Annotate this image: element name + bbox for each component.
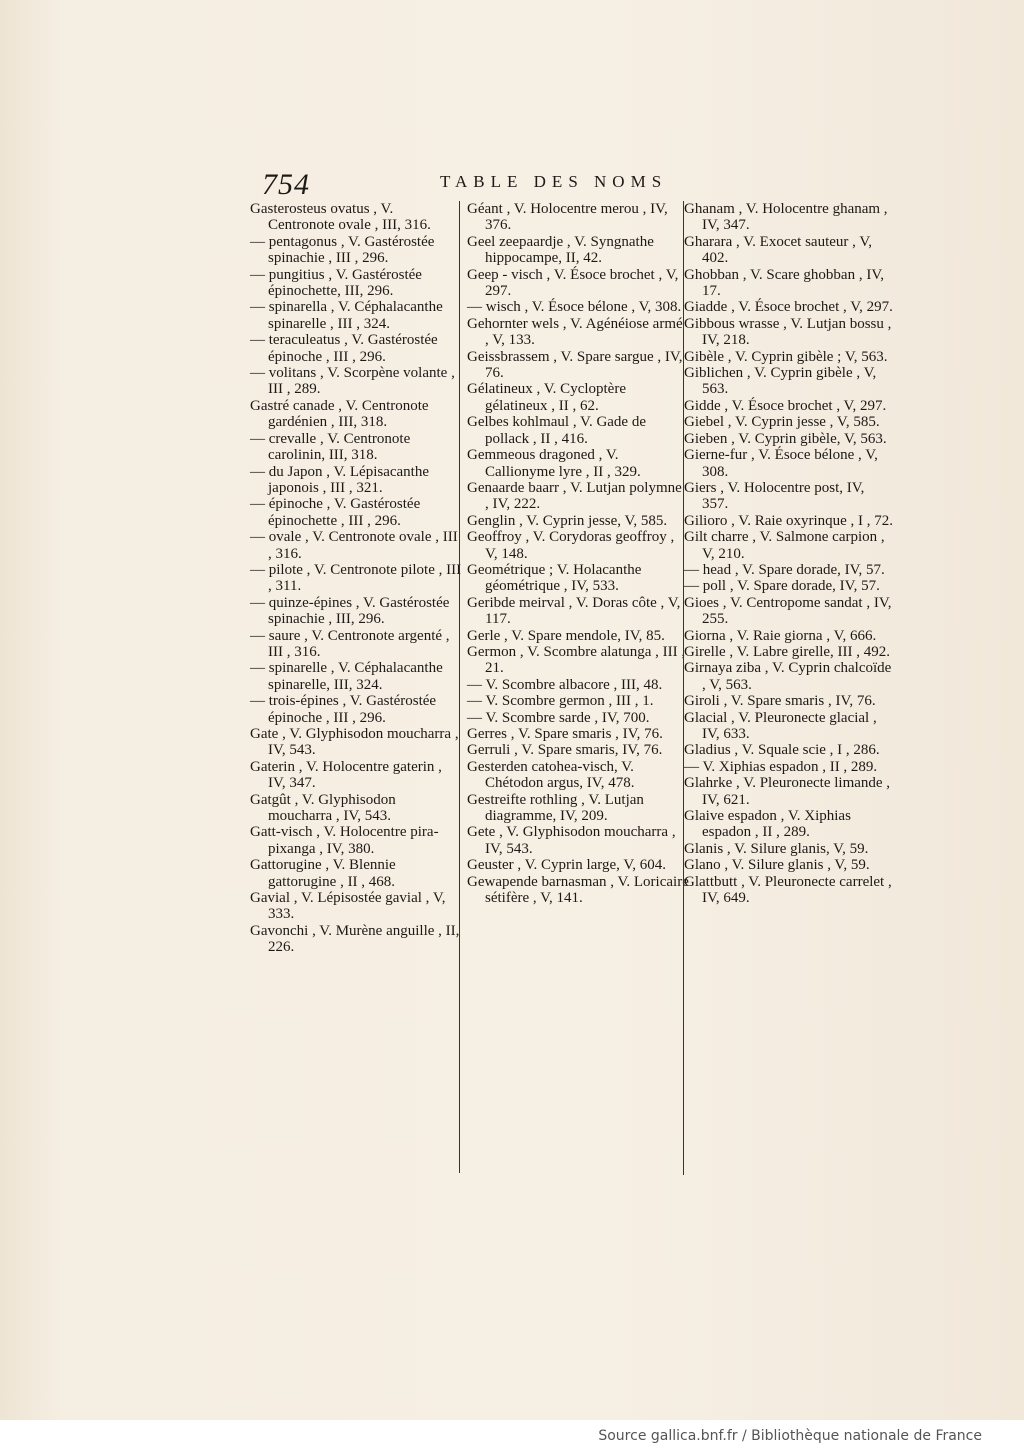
index-entry: Gerruli , V. Spare smaris, IV, 76. (467, 742, 663, 759)
index-entry: Gattorugine , V. Blennie gattorugine , II , 468. (250, 857, 396, 890)
index-entry: Giers , V. Holocentre post, IV, 357. (684, 479, 865, 513)
index-entry: Geoffroy , V. Corydoras geoffroy , V, 148. (467, 529, 675, 562)
index-entry: — poll , V. Spare dorade, IV, 57. (684, 578, 880, 595)
index-entry: Gewapende barnasman , V. Loricaire sétifère , V, 141. (467, 873, 689, 907)
index-entry: — head , V. Spare dorade, IV, 57. (684, 561, 885, 578)
index-entry: — pentagonus , V. Gastérostée spinachie , III , 296. (250, 233, 435, 267)
index-entry: — du Japon , V. Lépisacanthe japonois , III , 321. (250, 463, 429, 496)
index-entry: Girnaya ziba , V. Cyprin chalcoïde , V, 563. (684, 660, 892, 693)
index-entry: Géant , V. Holocentre merou , IV, 376. (467, 201, 668, 234)
index-entry: Geuster , V. Cyprin large, V, 604. (467, 857, 667, 874)
index-entry: Glattbutt , V. Pleuronecte carrelet , IV, 649. (684, 873, 892, 907)
index-entry: — crevalle , V. Centronote carolinin, III, 318. (250, 430, 411, 464)
index-entry: Gilioro , V. Raie oxyrinque , I , 72. (684, 512, 894, 529)
index-entry: — saure , V. Centronote argenté , III , 316. (250, 627, 450, 660)
index-entry: Girelle , V. Labre girelle, III , 492. (684, 643, 891, 660)
index-entry: Gatt-visch , V. Holocentre pira-pixanga , IV, 380. (250, 824, 439, 857)
index-entry: Gieben , V. Cyprin gibèle, V, 563. (684, 430, 887, 447)
index-entry: — volitans , V. Scorpène volante , III , 289. (250, 365, 455, 398)
index-entry: Gavial , V. Lépisostée gavial , V, 333. (250, 890, 446, 923)
index-entry: Gharara , V. Exocet sauteur , V, 402. (684, 233, 873, 267)
index-entry: Germon , V. Scombre alatunga , III , 21. (467, 643, 686, 677)
running-title: TABLE DES NOMS (440, 172, 668, 191)
index-entry: Gladius , V. Squale scie , I , 286. (684, 742, 880, 759)
index-entry: — teraculeatus , V. Gastérostée épinoche , III , 296. (250, 332, 438, 365)
index-column-3 (684, 201, 894, 906)
index-column-1 (250, 201, 462, 956)
index-entry: Gehornter wels , V. Agénéiose armé , V, 133. (467, 315, 683, 349)
index-entry: Geissbrassem , V. Spare sargue , IV, 76. (467, 348, 683, 382)
index-entry: — trois-épines , V. Gastérostée épinoche , III , 296. (250, 693, 437, 726)
index-entry: — pilote , V. Centronote pilote , III , 311. (250, 561, 462, 595)
index-entry: Gilt charre , V. Salmone carpion , V, 210. (684, 529, 885, 562)
column-divider (459, 201, 460, 1173)
index-entry: Glaive espadon , V. Xiphias espadon , II , 289. (684, 808, 851, 841)
index-entry: Gélatineux , V. Cycloptère gélatineux , II , 62. (467, 381, 626, 414)
index-entry: Glacial , V. Pleuronecte glacial , IV, 633. (684, 709, 877, 742)
index-entry: — quinze-épines , V. Gastérostée spinachie , III, 296. (250, 594, 450, 628)
index-entry: Geel zeepaardje , V. Syngnathe hippocampe, II, 42. (467, 233, 654, 267)
source-footer (0, 1420, 1024, 1453)
index-entry: — V. Xiphias espadon , II , 289. (684, 758, 878, 775)
index-entry: Glanis , V. Silure glanis, V, 59. (684, 840, 869, 857)
index-entry: — V. Scombre albacore , III, 48. (467, 676, 663, 693)
index-entry: Gibèle , V. Cyprin gibèle ; V, 563. (684, 348, 888, 365)
index-entry: — spinarelle , V. Céphalacanthe spinarelle, III, 324. (250, 660, 443, 693)
index-entry: Giblichen , V. Cyprin gibèle , V, 563. (684, 365, 877, 398)
index-entry: Gestreifte rothling , V. Lutjan diagramme, IV, 209. (467, 791, 644, 825)
index-entry: — V. Scombre sarde , IV, 700. (467, 709, 650, 726)
index-entry: Gibbous wrasse , V. Lutjan bossu , IV, 218. (684, 315, 892, 349)
index-entry: Gerres , V. Spare smaris , IV, 76. (467, 726, 663, 742)
index-entry: Gete , V. Glyphisodon moucharra , IV, 543. (467, 824, 676, 857)
index-entry: — épinoche , V. Gastérostée épinochette , III , 296. (250, 496, 421, 529)
index-entry: Ghobban , V. Scare ghobban , IV, 17. (684, 266, 884, 300)
index-entry: Geométrique ; V. Holacanthe géométrique , IV, 533. (467, 561, 642, 595)
index-entry: Gastré canade , V. Centronote gardénien , III, 318. (250, 397, 429, 431)
index-entry: Gatgût , V. Glyphisodon moucharra , IV, 543. (250, 791, 396, 825)
index-entry: — spinarella , V. Céphalacanthe spinarelle , III , 324. (250, 299, 443, 332)
page-number: 754 (262, 168, 310, 201)
index-entry: Giadde , V. Ésoce brochet , V, 297. (684, 299, 893, 316)
index-entry: — wisch , V. Ésoce bélone , V, 308. (467, 299, 682, 316)
index-entry: Giroli , V. Spare smaris , IV, 76. (684, 693, 876, 710)
index-entry: Geribde meirval , V. Doras côte , V, 117. (467, 594, 681, 628)
source-credit: Source gallica.bnf.fr / Bibliothèque nationale de France (598, 1428, 982, 1444)
index-entry: — pungitius , V. Gastérostée épinochette, III, 296. (250, 266, 422, 300)
index-column-2 (467, 201, 689, 906)
index-entry: Giebel , V. Cyprin jesse , V, 585. (684, 414, 880, 431)
index-entry: Geep - visch , V. Ésoce brochet , V, 297. (467, 266, 679, 300)
index-entry: Genglin , V. Cyprin jesse, V, 585. (467, 512, 668, 529)
index-entry: Gemmeous dragoned , V. Callionyme lyre , II , 329. (467, 447, 641, 480)
index-entry: Giorna , V. Raie giorna , V, 666. (684, 627, 877, 644)
index-entry: Glano , V. Silure glanis , V, 59. (684, 857, 870, 874)
index-entry: Gerle , V. Spare mendole, IV, 85. (467, 627, 665, 644)
index-entry: — ovale , V. Centronote ovale , III , 316. (250, 529, 458, 562)
index-entry: Gavonchi , V. Murène anguille , II, 226. (250, 922, 460, 956)
index-entry: Gierne-fur , V. Ésoce bélone , V, 308. (684, 447, 878, 480)
index-entry: Ghanam , V. Holocentre ghanam , IV, 347. (684, 201, 888, 234)
index-entry: Gasterosteus ovatus , V. Centronote ovale , III, 316. (250, 201, 431, 234)
index-entry: — V. Scombre germon , III , 1. (467, 693, 654, 710)
index-entry: Gelbes kohlmaul , V. Gade de pollack , II , 416. (467, 414, 646, 447)
index-entry: Gidde , V. Ésoce brochet , V, 297. (684, 397, 887, 414)
index-entry: Gioes , V. Centropome sandat , IV, 255. (684, 594, 892, 628)
index-entry: Gate , V. Glyphisodon moucharra , IV, 543. (250, 726, 459, 759)
index-entry: Genaarde baarr , V. Lutjan polymne , IV, 222. (467, 479, 682, 513)
index-entry: Gaterin , V. Holocentre gaterin , IV, 347. (250, 758, 442, 792)
index-entry: Gesterden catohea-visch, V. Chétodon argus, IV, 478. (467, 758, 635, 792)
index-entry: Glahrke , V. Pleuronecte limande , IV, 621. (684, 775, 891, 808)
